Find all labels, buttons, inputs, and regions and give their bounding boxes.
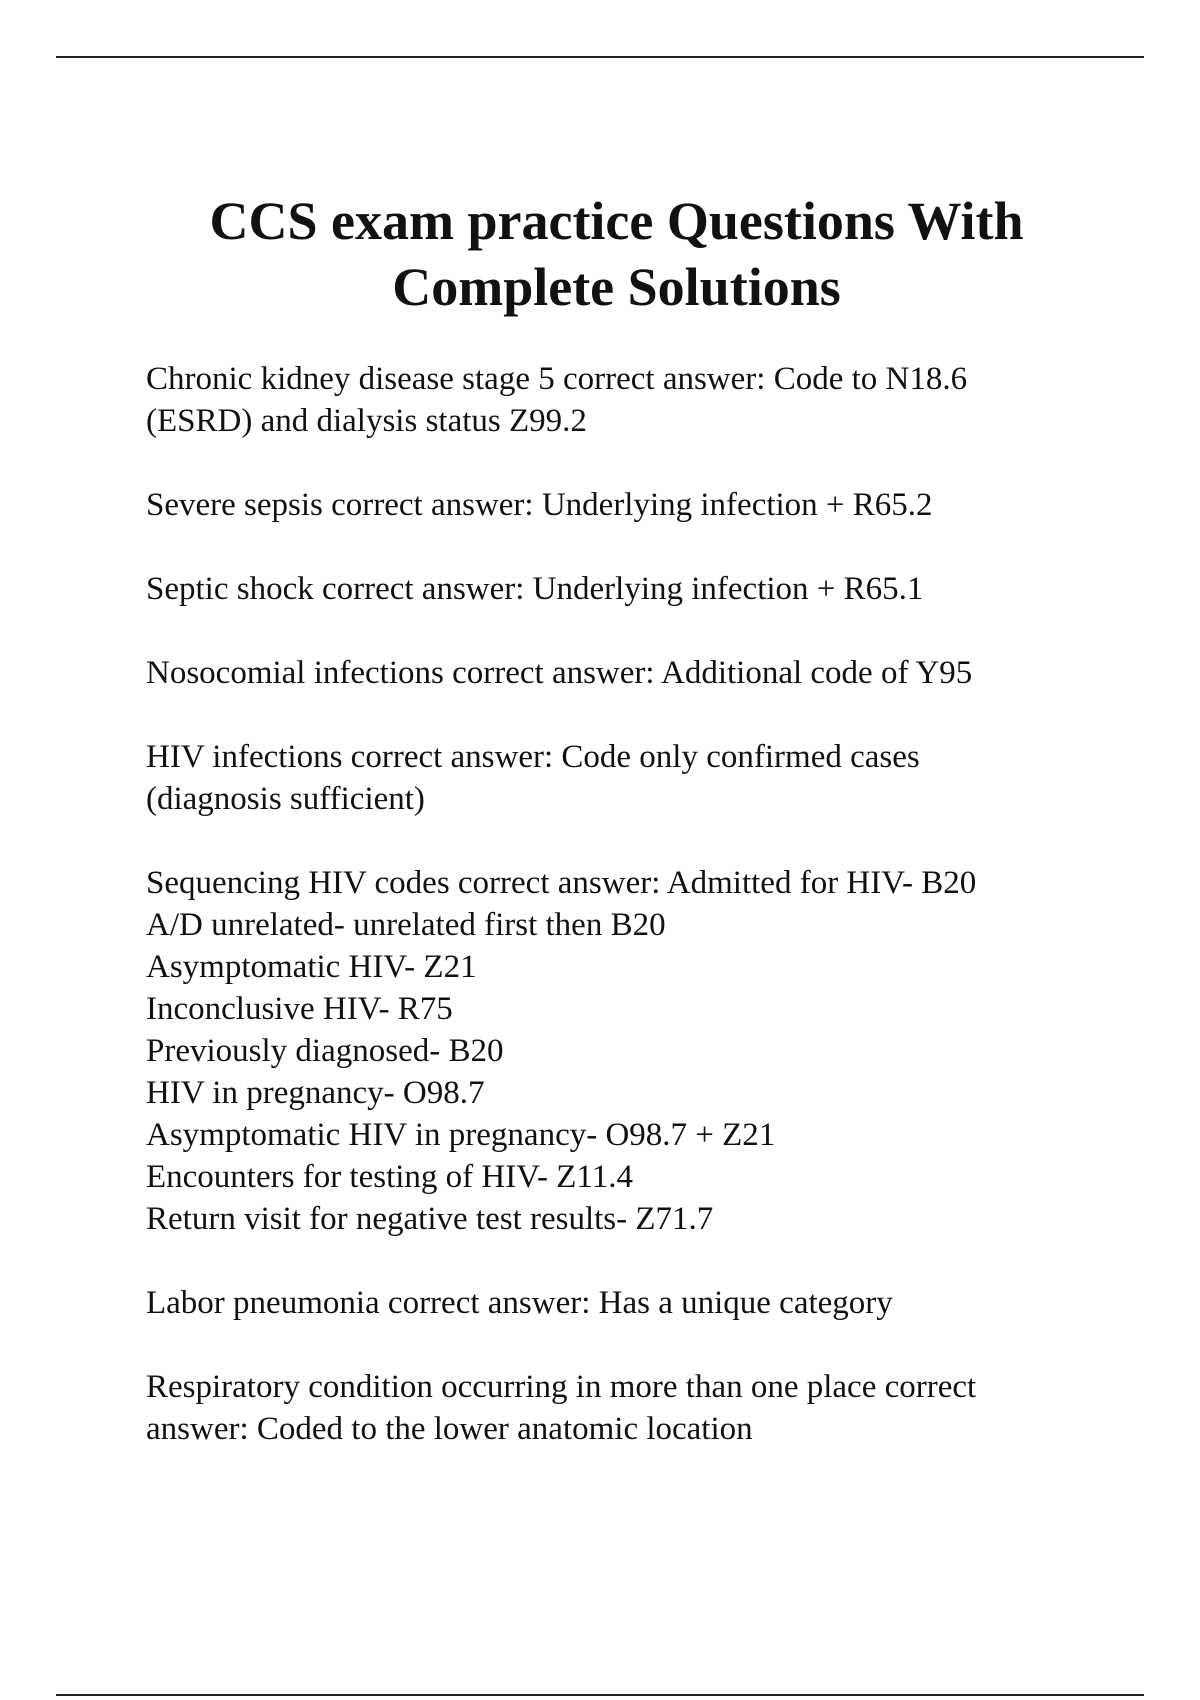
- entry-line: Encounters for testing of HIV- Z11.4: [146, 1159, 633, 1195]
- entry-line: Inconclusive HIV- R75: [146, 991, 453, 1027]
- document-body: [146, 358, 1146, 1492]
- qa-entry: [146, 862, 1146, 1240]
- entry-line: Asymptomatic HIV in pregnancy- O98.7 + Z21: [146, 1117, 776, 1153]
- top-divider: [56, 56, 1144, 58]
- entry-line: Labor pneumonia correct answer: Has a unique category: [146, 1285, 893, 1321]
- entry-line: (diagnosis sufficient): [146, 781, 425, 817]
- qa-entry: [146, 1366, 1146, 1450]
- qa-entry: [146, 652, 1146, 694]
- qa-entry: [146, 484, 1146, 526]
- qa-entry: [146, 1282, 1146, 1324]
- entry-line: Septic shock correct answer: Underlying infection + R65.1: [146, 571, 924, 607]
- qa-entry: [146, 568, 1146, 610]
- entry-line: answer: Coded to the lower anatomic location: [146, 1411, 753, 1447]
- entry-line: Nosocomial infections correct answer: Additional code of Y95: [146, 655, 973, 691]
- page-title: [0, 188, 1200, 320]
- entry-line: Previously diagnosed- B20: [146, 1033, 504, 1069]
- qa-entry: [146, 736, 1146, 820]
- qa-entry: [146, 358, 1146, 442]
- entry-line: HIV infections correct answer: Code only confirmed cases: [146, 739, 920, 775]
- entry-line: HIV in pregnancy- O98.7: [146, 1075, 485, 1111]
- entry-line: (ESRD) and dialysis status Z99.2: [146, 403, 587, 439]
- entry-line: Severe sepsis correct answer: Underlying infection + R65.2: [146, 487, 933, 523]
- bottom-divider: [56, 1694, 1144, 1696]
- title-line-1: CCS exam practice Questions With: [209, 191, 1024, 251]
- entry-line: Asymptomatic HIV- Z21: [146, 949, 477, 985]
- entry-line: Respiratory condition occurring in more than one place correct: [146, 1369, 977, 1405]
- entry-line: Return visit for negative test results- Z71.7: [146, 1201, 714, 1237]
- entry-line: A/D unrelated- unrelated first then B20: [146, 907, 666, 943]
- entry-line: Sequencing HIV codes correct answer: Admitted for HIV- B20: [146, 865, 977, 901]
- title-line-2: Complete Solutions: [392, 257, 841, 317]
- entry-line: Chronic kidney disease stage 5 correct answer: Code to N18.6: [146, 361, 968, 397]
